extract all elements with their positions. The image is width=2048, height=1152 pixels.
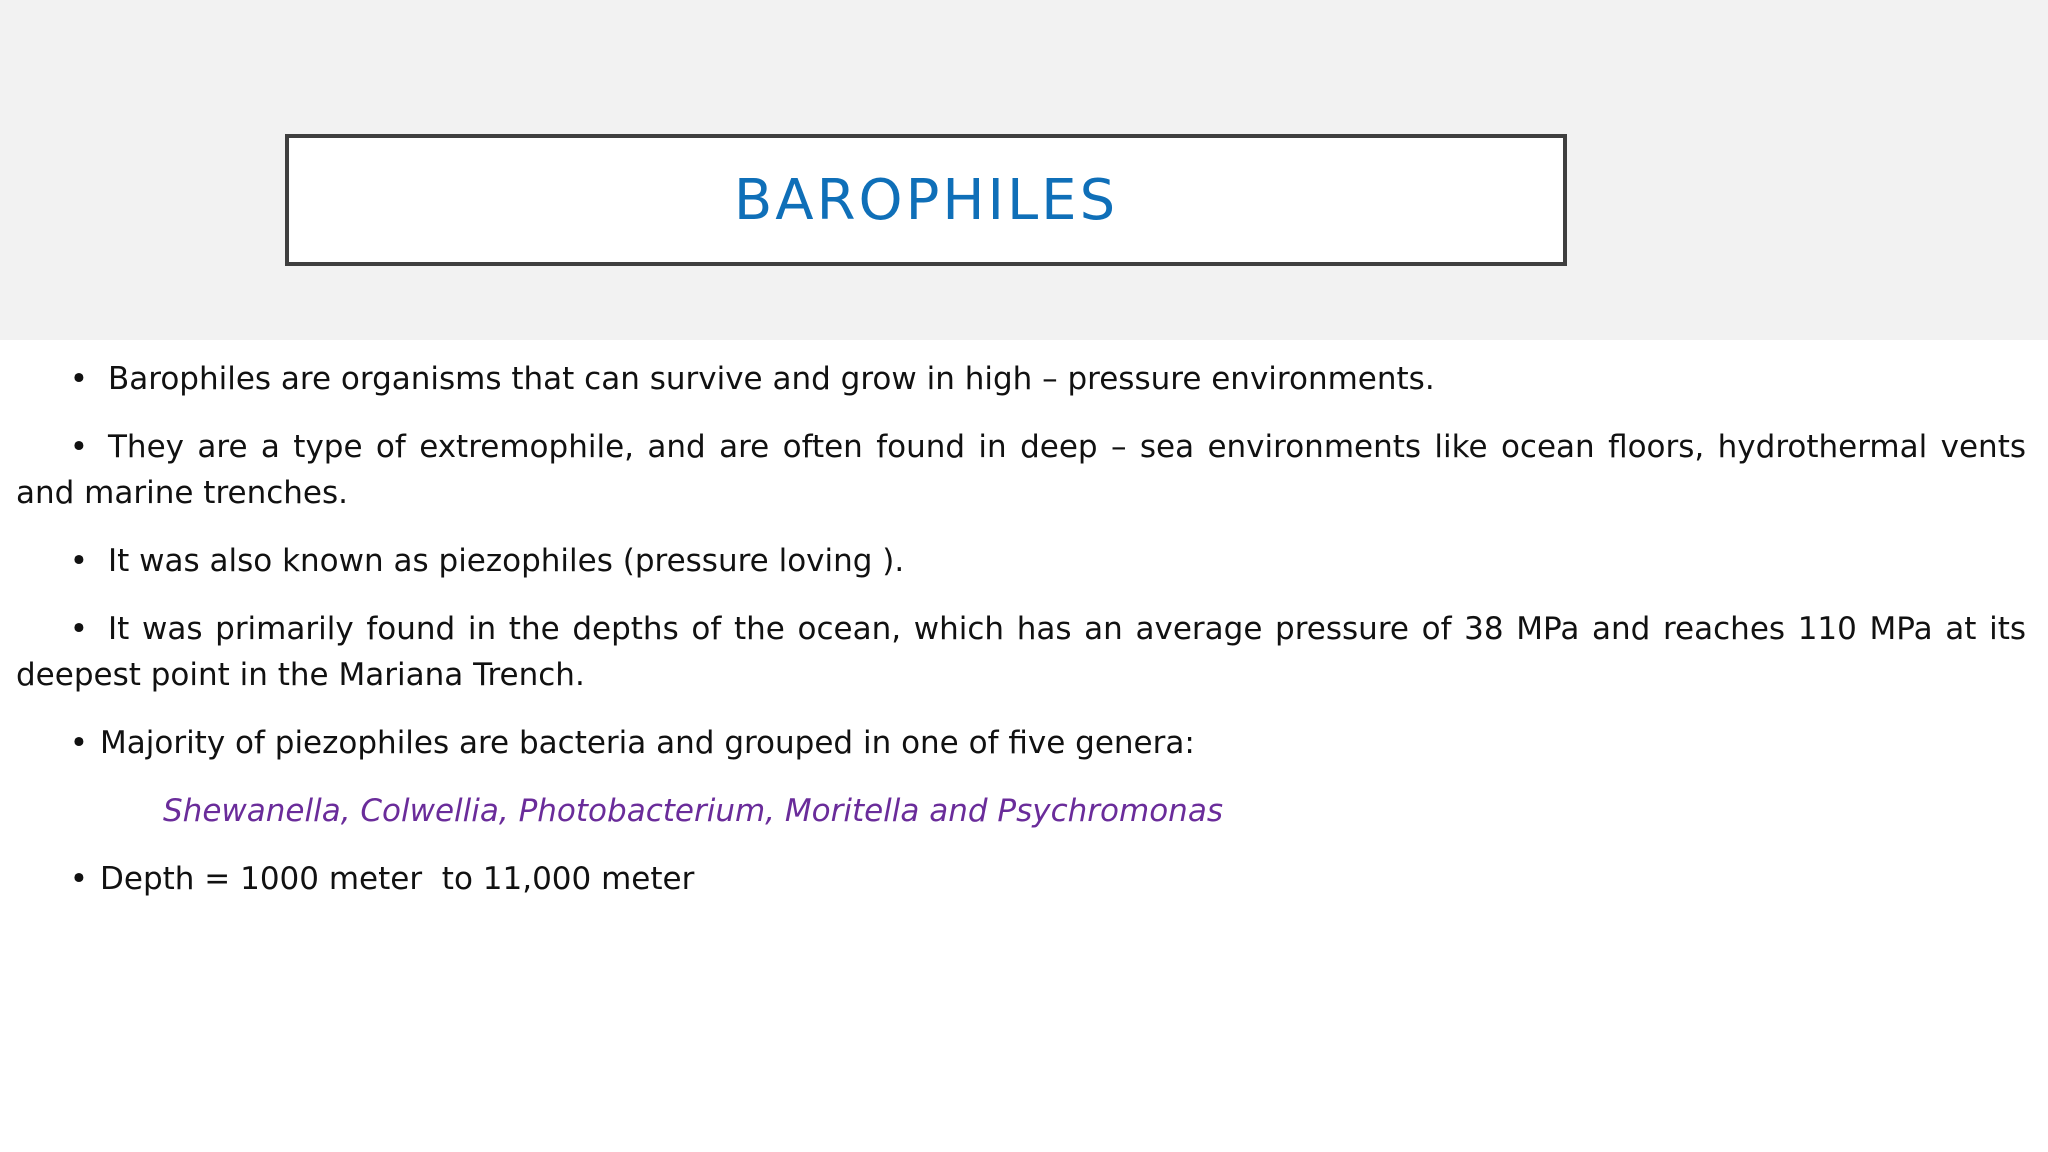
bullet-text: They are a type of extremophile, and are often found in deep – sea environments like ocean floors, hydrothermal vents and marine trenches. bbox=[16, 429, 2026, 511]
bullet-icon: • bbox=[69, 361, 88, 397]
bullet-icon: • bbox=[69, 543, 88, 579]
bullet-item bbox=[0, 538, 2048, 584]
bullet-text: Barophiles are organisms that can survive and grow in high – pressure environments. bbox=[108, 361, 1435, 397]
bullet-item bbox=[0, 424, 2048, 516]
bullet-icon: • bbox=[69, 429, 88, 465]
bullet-icon: • bbox=[69, 725, 88, 761]
bullet-item bbox=[0, 356, 2048, 402]
bullet-icon: • bbox=[69, 861, 88, 897]
bullet-text: It was also known as piezophiles (pressure loving ). bbox=[108, 543, 905, 579]
bullet-item bbox=[0, 720, 2048, 766]
bullet-icon: • bbox=[69, 611, 88, 647]
bullet-list bbox=[0, 356, 2048, 902]
bullet-item bbox=[0, 856, 2048, 902]
bullet-item bbox=[0, 606, 2048, 698]
bullet-text: Depth = 1000 meter to 11,000 meter bbox=[100, 861, 695, 897]
genera-list: Shewanella, Colwellia, Photobacterium, Moritella and Psychromonas bbox=[163, 793, 1223, 829]
bullet-text: Majority of piezophiles are bacteria and grouped in one of five genera: bbox=[100, 725, 1195, 761]
slide-title: BAROPHILES bbox=[733, 167, 1119, 233]
bullet-text: It was primarily found in the depths of the ocean, which has an average pressure of 38 MPa and reaches 110 MPa at its deepest point in the Mariana Trench. bbox=[16, 611, 2026, 693]
title-box bbox=[285, 134, 1567, 266]
